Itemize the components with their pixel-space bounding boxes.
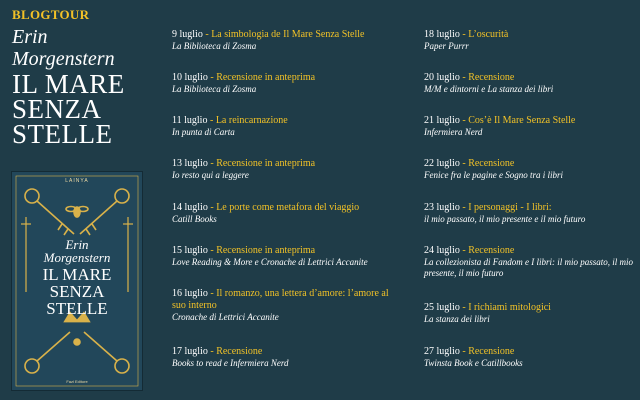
book-cover [12, 172, 142, 390]
entry-date: 13 luglio [172, 158, 208, 169]
entry-separator: - [459, 202, 469, 213]
schedule-entry [172, 158, 404, 181]
entry-topic: La simbologia de Il Mare Senza Stelle [211, 29, 365, 40]
entry-date: 10 luglio [172, 72, 208, 83]
entry-date: 27 luglio [424, 346, 460, 357]
blogtour-label: BLOGTOUR [12, 7, 90, 22]
entry-topic: Recensione [468, 158, 515, 169]
entry-topic: La reincarnazione [215, 115, 288, 126]
cover-title-line-3: STELLE [46, 299, 108, 318]
entry-separator: - [459, 29, 469, 40]
cover-publisher-bottom: Fazi Editore [66, 379, 88, 384]
left-panel [0, 0, 160, 400]
entry-topic: Il romanzo, una lettera d’amore: l’amore al suo interno [172, 288, 389, 311]
entry-separator: - [207, 346, 217, 357]
entry-separator: - [207, 245, 217, 256]
entry-topic: Recensione in anteprima [216, 245, 316, 256]
schedule-entry [424, 115, 636, 138]
entry-blogs: In punta di Carta [172, 127, 235, 137]
author-first-name: Erin [12, 26, 48, 48]
entry-blogs: Books to read e Infermiera Nerd [172, 358, 289, 368]
entry-topic: Recensione in anteprima [216, 72, 316, 83]
entry-date: 18 luglio [424, 29, 460, 40]
entry-separator: - [207, 115, 216, 126]
book-title-line-3: STELLE [12, 119, 113, 149]
entry-date: 14 luglio [172, 202, 208, 213]
entry-topic: Recensione [468, 72, 515, 83]
book-title-line-2: SENZA [12, 94, 102, 124]
cover-title [12, 266, 142, 317]
entry-blogs: La collezionista di Fandom e I libri: il mio passato, il mio presente, il mio futuro [424, 257, 633, 278]
schedule-entry [424, 302, 636, 325]
entry-date: 16 luglio [172, 288, 208, 299]
entry-date: 9 luglio [172, 29, 203, 40]
cover-author-last: Morgenstern [43, 250, 111, 265]
schedule-entry [172, 346, 404, 369]
entry-blogs: Twinsta Book e Catillbooks [424, 358, 523, 368]
schedule-entry [424, 346, 636, 369]
entry-separator: - [207, 202, 217, 213]
entry-date: 20 luglio [424, 72, 460, 83]
schedule-entry [424, 245, 636, 279]
entry-date: 15 luglio [172, 245, 208, 256]
entry-separator: - [459, 72, 469, 83]
entry-date: 11 luglio [172, 115, 208, 126]
entry-topic: L’oscurità [468, 29, 509, 40]
entry-separator: - [207, 72, 217, 83]
entry-separator: - [459, 115, 469, 126]
author-last-name: Morgenstern [12, 48, 115, 70]
entry-blogs: Fenice fra le pagine e Sogno tra i libri [424, 170, 563, 180]
schedule-entry [172, 245, 404, 268]
entry-topic: I richiami mitologici [468, 302, 551, 313]
entry-date: 21 luglio [424, 115, 460, 126]
entry-separator: - [202, 29, 212, 40]
entry-blogs: Io resto qui a leggere [172, 170, 249, 180]
cover-publisher-top: LAINYA [65, 178, 89, 184]
entry-separator: - [459, 245, 469, 256]
author-name [12, 26, 115, 70]
entry-topic: Recensione [468, 245, 515, 256]
entry-blogs: Love Reading & More e Cronache di Lettrici Accanite [172, 257, 368, 267]
schedule-entry [424, 158, 636, 181]
entry-blogs: Cronache di Lettrici Accanite [172, 312, 279, 322]
cover-title-line-2: SENZA [49, 282, 105, 301]
entry-topic: Cos’è Il Mare Senza Stelle [468, 115, 576, 126]
entry-date: 24 luglio [424, 245, 460, 256]
book-title-line-1: IL MARE [12, 69, 125, 99]
entry-blogs: La stanza dei libri [424, 314, 490, 324]
entry-blogs: Infermiera Nerd [424, 127, 483, 137]
entry-date: 25 luglio [424, 302, 460, 313]
entry-topic: Recensione in anteprima [216, 158, 316, 169]
entry-date: 23 luglio [424, 202, 460, 213]
schedule-entry [424, 202, 636, 225]
entry-blogs: il mio passato, il mio presente e il mio futuro [424, 214, 586, 224]
book-title [12, 69, 125, 149]
entry-topic: I personaggi - I libri: [468, 202, 552, 213]
entry-blogs: M/M e dintorni e La stanza dei libri [424, 84, 554, 94]
schedule-entry [172, 115, 404, 138]
entry-blogs: La Biblioteca di Zosma [172, 41, 257, 51]
entry-separator: - [459, 346, 469, 357]
entry-separator: - [207, 158, 217, 169]
schedule-entry [172, 288, 404, 323]
entry-separator: - [459, 158, 469, 169]
entry-separator: - [459, 302, 469, 313]
schedule-entry [172, 29, 404, 52]
entry-blogs: La Biblioteca di Zosma [172, 84, 257, 94]
schedule-entry [172, 72, 404, 95]
entry-topic: Recensione [216, 346, 263, 357]
schedule-entry [172, 202, 404, 225]
entry-date: 17 luglio [172, 346, 208, 357]
schedule-entry [424, 29, 636, 52]
entry-date: 22 luglio [424, 158, 460, 169]
cover-author [12, 238, 142, 264]
entry-separator: - [207, 288, 217, 299]
schedule-entry [424, 72, 636, 95]
entry-blogs: Catill Books [172, 214, 217, 224]
cover-title-line-1: IL MARE [42, 265, 112, 284]
entry-topic: Recensione [468, 346, 515, 357]
cover-author-first: Erin [65, 237, 89, 252]
entry-topic: Le porte come metafora del viaggio [216, 202, 360, 213]
entry-blogs: Paper Purrr [424, 41, 469, 51]
